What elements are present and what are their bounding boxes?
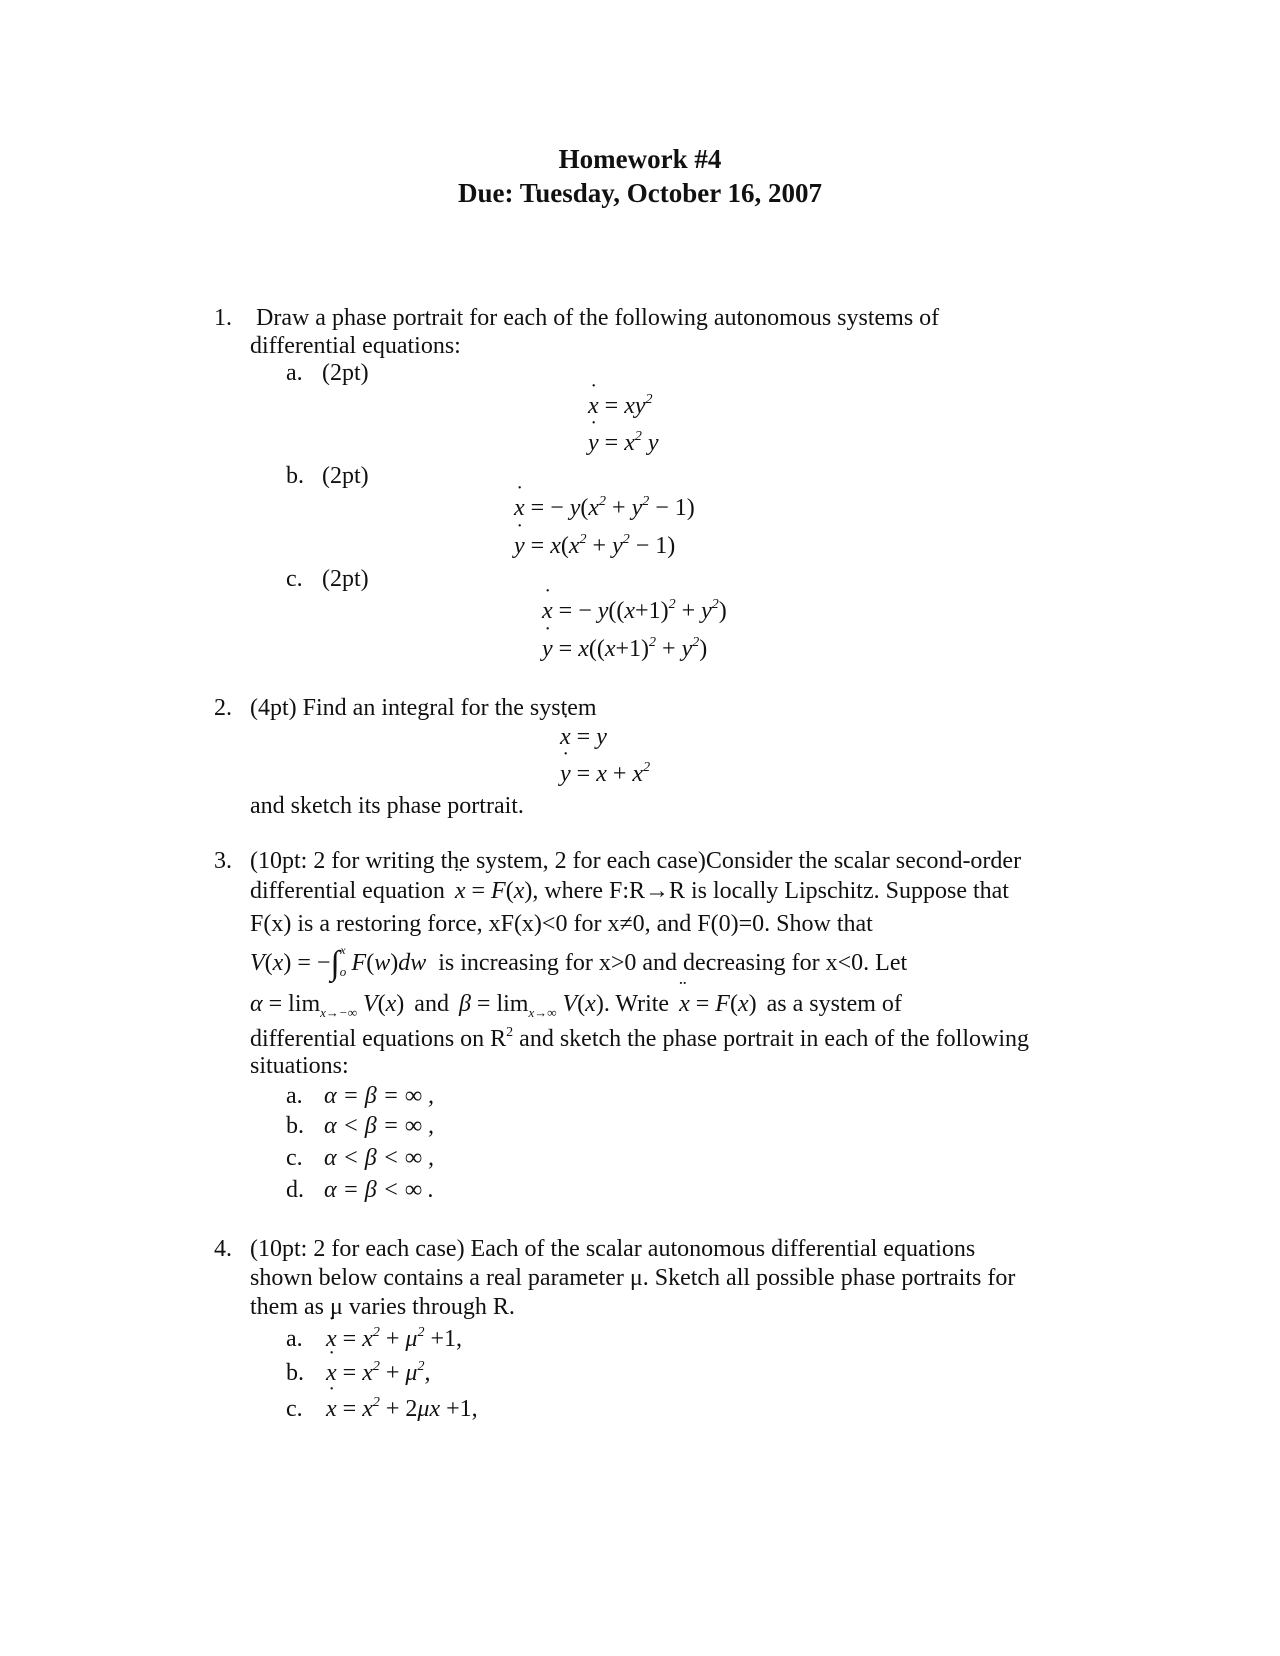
equation-3-beta: $\beta = \lim_{x\to\infty} V(x)$ [458, 991, 604, 1020]
problem-3-text-system: as a system of [766, 991, 902, 1017]
problem-4-text-line2: shown below contains a real parameter μ. Sketch all possible phase portraits for [250, 1265, 1016, 1291]
problem-3-text-line1: (10pt: 2 for writing the system, 2 for each case)Consider the scalar second-order [250, 848, 1022, 874]
problem-3a-condition: α = β = ∞ , [324, 1083, 435, 1109]
problem-3b-condition: α < β = ∞ , [324, 1113, 435, 1139]
problem-4c-label: c. [286, 1396, 303, 1422]
problem-3-text-line6: differential equations on $R^2$ and sketch the phase portrait in each of the following [250, 1025, 1030, 1052]
problem-3c-condition: α < β < ∞ , [324, 1145, 435, 1171]
equation-1a-y: ˙ $y = x^2$ y [588, 428, 659, 458]
problem-3-text-sketch: and sketch the phase portrait in each of the following [519, 1026, 1030, 1052]
problem-2-number: 2. [214, 695, 232, 721]
equation-4a: ˙ $x = x^2 + \mu^2 +1$, [326, 1324, 462, 1354]
problem-1-text-line1: Draw a phase portrait for each of the following autonomous systems of [256, 305, 940, 331]
problem-3d-condition: α = β < ∞ . [324, 1177, 435, 1203]
problem-1c-label: c. [286, 566, 303, 592]
equation-3-second-order-repeat: ¨ x = F(x) [679, 991, 757, 1017]
equation-1a-x: ˙ $x = xy^2$ [588, 391, 653, 421]
equation-1c-y: ˙ $y = x((x+1)^2 + y^2)$ [542, 634, 707, 664]
equation-3-potential: $V(x) = -\int_o^x$ F(w)dw [250, 943, 427, 982]
problem-3-number: 3. [214, 848, 232, 874]
equation-4c: ˙ $x = x^2 + 2\mu x +1$, [326, 1394, 478, 1424]
problem-1b-points: (2pt) [322, 463, 369, 489]
problem-3-text-line2 [250, 876, 1009, 906]
equation-1b-y: ˙ $y = x(x^2 + y^2 - 1)$ [514, 531, 675, 561]
problem-1-text-line2: differential equations: [250, 333, 461, 359]
equation-1b-x: ˙ x = − $y(x^2 + y^2 - 1)$ [514, 493, 695, 523]
problem-2-text-end: and sketch its phase portrait. [250, 793, 524, 819]
problem-3-text-and: and [414, 991, 449, 1017]
problem-1a-label: a. [286, 360, 303, 386]
problem-3-text-write: . Write [603, 991, 670, 1017]
problem-2-text: (4pt) Find an integral for the system [250, 695, 597, 721]
problem-4-text-line1: (10pt: 2 for each case) Each of the scalar autonomous differential equations [250, 1236, 976, 1262]
equation-1c-x: ˙ x = − $y((x+1)^2 + y^2)$ [542, 596, 727, 626]
page-title: Homework #4 [558, 144, 722, 174]
problem-3-text-line5 [250, 989, 902, 1019]
problem-3c-label: c. [286, 1145, 303, 1171]
problem-3d-label: d. [286, 1177, 304, 1203]
problem-3-text-line4b: is increasing for x>0 and decreasing for x<0. Let [438, 950, 908, 976]
due-date: Due: Tuesday, October 16, 2007 [457, 178, 823, 208]
problem-1-number: 1. [214, 305, 232, 331]
problem-1b-label: b. [286, 463, 304, 489]
problem-3-text-line3: F(x) is a restoring force, xF(x)<0 for x≠0, and F(0)=0. Show that [250, 911, 873, 937]
equation-3-second-order: ¨ x = F(x) [455, 878, 533, 904]
equation-3-alpha: $\alpha = \lim_{x\to-\infty} V(x)$ [250, 991, 405, 1020]
equation-2-x: ˙ x = y [560, 722, 607, 752]
problem-3-text-r2: differential equations on R [250, 1026, 507, 1052]
problem-4-text-line3: them as μ varies through R. [250, 1294, 515, 1320]
problem-3-text-line7: situations: [250, 1053, 349, 1079]
problem-3a-label: a. [286, 1083, 303, 1109]
problem-1a-points: (2pt) [322, 360, 369, 386]
problem-3-text-line4 [250, 943, 908, 982]
problem-4a-label: a. [286, 1326, 303, 1352]
problem-3-text-line2a: differential equation [250, 878, 445, 904]
equation-2-y: ˙ $y = x + x^2$ [560, 759, 650, 789]
problem-3-text-line2b: , where F:R→R is locally Lipschitz. Suppose that [532, 878, 1009, 904]
equation-4b: ˙ $x = x^2 + \mu^2$, [326, 1358, 430, 1388]
problem-4b-label: b. [286, 1360, 304, 1386]
problem-4-number: 4. [214, 1236, 232, 1262]
problem-1c-points: (2pt) [322, 566, 369, 592]
problem-3b-label: b. [286, 1113, 304, 1139]
